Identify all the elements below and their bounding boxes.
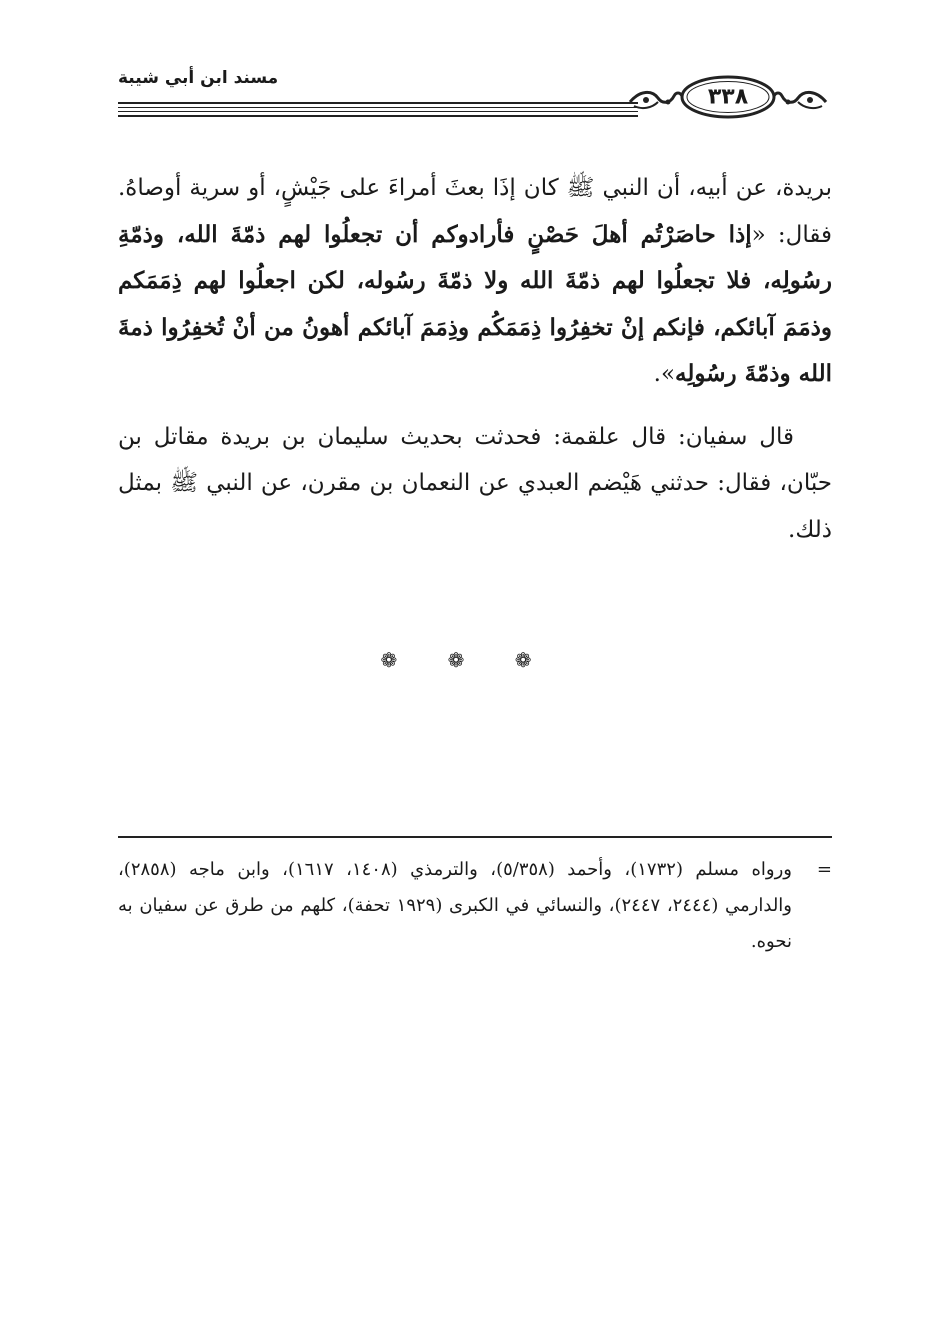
- hadith-intro: بريدة، عن أبيه، أن النبي ﷺ كان إذَا بعثَ أمراءَ على جَيْشٍ، أو سرية أوصاهُ. فقال: «: [118, 175, 832, 248]
- page-number-ornament: [628, 72, 828, 122]
- hadith-close: ».: [653, 361, 676, 387]
- hadith-quote: إذا حاصَرْتُم أهلَ حَصْنٍ فأرادوكم أن تجعلُوا لهم ذمّةَ الله، وذمّةِ رسُولِه، فلا تجعلُوا لهم ذمّةَ الله ولا ذمّةَ رسُوله، لكن اجعلُوا لهم ذِمَمَكم وذمَمَ آبائكم، فإنكم إنْ تخفِرُوا ذِمَمَكُم وذِمَمَ آبائكم أهونُ من أنْ تُخفِرُوا ذمةَ الله وذمّةَ رسُولِه: [118, 220, 832, 387]
- footnote-divider: [118, 836, 832, 838]
- section-separator: ❁ ❁ ❁: [380, 648, 554, 672]
- footnote-text: ورواه مسلم (١٧٣٢)، وأحمد (٥/٣٥٨)، والترمذي (١٤٠٨، ١٦١٧)، وابن ماجه (٢٨٥٨)، والدارمي (٢٤٤٤، ٢٤٤٧)، والنسائي في الكبرى (١٩٢٩ تحفة)، كلهم من طرق عن سفيان به نحوه.: [118, 859, 792, 952]
- book-title: مسند ابن أبي شيبة: [118, 68, 279, 88]
- paragraph-hadith: [118, 165, 832, 398]
- page-number: ٣٣٨: [707, 84, 749, 110]
- paragraph-chain: قال سفيان: قال علقمة: فحدثت بحديث سليمان بن بريدة مقاتل بن حبّان، فقال: حدثني هَيْضم العبدي عن النعمان بن مقرن، عن النبي ﷺ بمثل ذلك.: [118, 423, 832, 543]
- footnote-marker: =: [816, 859, 832, 880]
- footnote: [118, 852, 832, 960]
- main-text: [118, 165, 832, 553]
- header-rule: [118, 102, 638, 120]
- page-header: [118, 60, 828, 130]
